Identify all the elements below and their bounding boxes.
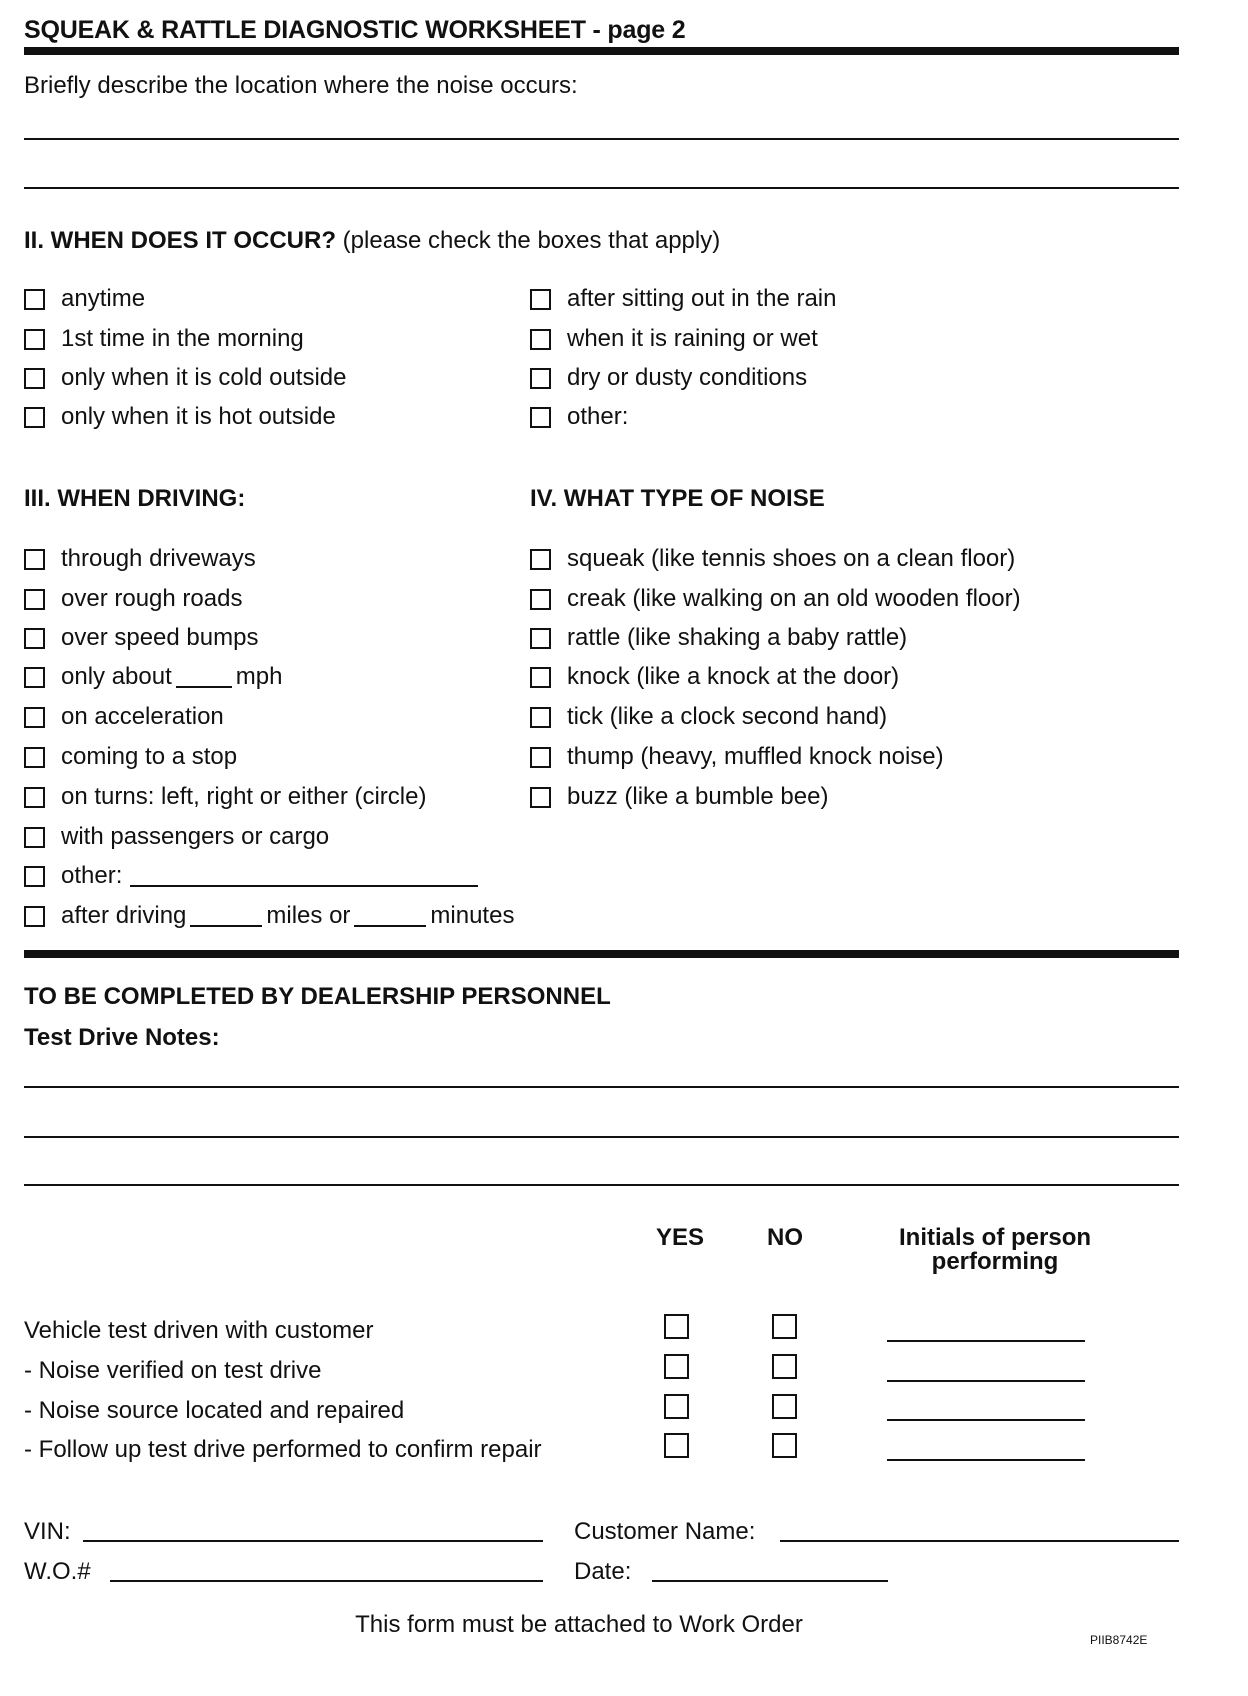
check-label: rattle (like shaking a baby rattle) xyxy=(567,624,908,651)
col-yes: YES xyxy=(655,1224,705,1251)
row-source-located: - Noise source located and repaired xyxy=(24,1397,405,1424)
title-rule xyxy=(24,47,1179,55)
check-knock[interactable] xyxy=(530,662,899,692)
check-label: knock (like a knock at the door) xyxy=(567,663,900,690)
check-buzz[interactable] xyxy=(530,782,828,812)
section4-heading: IV. WHAT TYPE OF NOISE xyxy=(530,485,825,512)
checkbox[interactable] xyxy=(530,368,551,389)
checkbox[interactable] xyxy=(24,667,45,688)
check-rattle[interactable] xyxy=(530,623,907,653)
check-dry-dusty[interactable] xyxy=(530,363,807,393)
check-passengers[interactable] xyxy=(24,822,329,852)
check-label: other: xyxy=(61,862,123,889)
check-label: squeak (like tennis shoes on a clean floor) xyxy=(567,545,1016,572)
dealer-rule xyxy=(24,950,1179,958)
date-label: Date: xyxy=(574,1558,632,1585)
initials-line-1[interactable] xyxy=(887,1340,1085,1342)
check-label: anytime xyxy=(61,285,146,312)
miles-blank[interactable] xyxy=(190,905,262,927)
check-after-driving[interactable] xyxy=(24,901,514,931)
checkbox[interactable] xyxy=(24,368,45,389)
page-title xyxy=(24,16,685,45)
checkbox[interactable] xyxy=(24,827,45,848)
col-no: NO xyxy=(767,1224,803,1251)
minutes-blank[interactable] xyxy=(354,905,426,927)
checkbox[interactable] xyxy=(24,628,45,649)
attach-note: This form must be attached to Work Order xyxy=(355,1611,803,1638)
wo-line[interactable] xyxy=(110,1580,543,1582)
after-prefix: after driving xyxy=(61,902,187,929)
check-label: dry or dusty conditions xyxy=(567,364,808,391)
check-driveways[interactable] xyxy=(24,544,256,574)
customer-name-line[interactable] xyxy=(780,1540,1179,1542)
row-noise-verified: - Noise verified on test drive xyxy=(24,1357,322,1384)
check-cold[interactable] xyxy=(24,363,347,393)
title-text: SQUEAK & RATTLE DIAGNOSTIC WORKSHEET xyxy=(24,16,586,44)
col-initials-line1: Initials of person xyxy=(898,1224,1092,1251)
checkbox[interactable] xyxy=(24,707,45,728)
check-label: 1st time in the morning xyxy=(61,325,304,352)
check-thump[interactable] xyxy=(530,742,944,772)
checkbox[interactable] xyxy=(530,787,551,808)
col-initials-line2: performing xyxy=(931,1248,1059,1275)
checkbox[interactable] xyxy=(530,589,551,610)
location-line-2[interactable] xyxy=(24,187,1179,189)
yes-checkbox-3[interactable] xyxy=(664,1394,689,1419)
check-label: only when it is hot outside xyxy=(61,403,336,430)
row-test-driven: Vehicle test driven with customer xyxy=(24,1317,374,1344)
location-line-1[interactable] xyxy=(24,138,1179,140)
checkbox[interactable] xyxy=(530,707,551,728)
customer-name-label: Customer Name: xyxy=(574,1518,756,1545)
yes-checkbox-1[interactable] xyxy=(664,1314,689,1339)
col-initials xyxy=(880,1226,1110,1274)
no-checkbox-4[interactable] xyxy=(772,1433,797,1458)
checkbox[interactable] xyxy=(530,549,551,570)
check-label: tick (like a clock second hand) xyxy=(567,703,888,730)
no-checkbox-2[interactable] xyxy=(772,1354,797,1379)
speed-blank[interactable] xyxy=(176,666,232,688)
checkbox[interactable] xyxy=(24,906,45,927)
page-number: - page 2 xyxy=(585,16,686,44)
checkbox[interactable] xyxy=(530,628,551,649)
vin-label: VIN: xyxy=(24,1518,71,1545)
after-mid: miles or xyxy=(266,902,351,929)
section2-title: II. WHEN DOES IT OCCUR? xyxy=(24,227,336,254)
after-suffix: minutes xyxy=(430,902,515,929)
location-prompt: Briefly describe the location where the noise occurs: xyxy=(24,72,578,99)
check-creak[interactable] xyxy=(530,584,1021,614)
checkbox[interactable] xyxy=(24,549,45,570)
check-label: only when it is cold outside xyxy=(61,364,347,391)
checkbox[interactable] xyxy=(24,787,45,808)
check-coming-to-stop[interactable] xyxy=(24,742,237,772)
checkbox[interactable] xyxy=(24,866,45,887)
checkbox[interactable] xyxy=(24,589,45,610)
check-label: other: xyxy=(567,403,629,430)
yes-checkbox-2[interactable] xyxy=(664,1354,689,1379)
wo-label: W.O.# xyxy=(24,1558,91,1585)
check-label: thump (heavy, muffled knock noise) xyxy=(567,743,944,770)
checkbox[interactable] xyxy=(530,667,551,688)
no-checkbox-3[interactable] xyxy=(772,1394,797,1419)
check-label: creak (like walking on an old wooden floor) xyxy=(567,585,1021,612)
notes-line-3[interactable] xyxy=(24,1184,1179,1186)
check-speed-bumps[interactable] xyxy=(24,623,258,653)
check-label: with passengers or cargo xyxy=(61,823,330,850)
section2-heading xyxy=(24,227,720,255)
check-rough-roads[interactable] xyxy=(24,584,242,614)
check-tick[interactable] xyxy=(530,702,887,732)
checkbox[interactable] xyxy=(24,289,45,310)
test-drive-notes-label: Test Drive Notes: xyxy=(24,1024,220,1051)
checkbox[interactable] xyxy=(530,289,551,310)
check-label: when it is raining or wet xyxy=(567,325,818,352)
checkbox[interactable] xyxy=(530,329,551,350)
check-anytime[interactable] xyxy=(24,284,145,314)
check-raining[interactable] xyxy=(530,324,818,354)
check-label: after sitting out in the rain xyxy=(567,285,837,312)
vin-line[interactable] xyxy=(83,1540,543,1542)
checkbox[interactable] xyxy=(24,407,45,428)
initials-line-2[interactable] xyxy=(887,1380,1085,1382)
notes-line-1[interactable] xyxy=(24,1086,1179,1088)
check-hot[interactable] xyxy=(24,402,336,432)
date-line[interactable] xyxy=(652,1580,888,1582)
yes-checkbox-4[interactable] xyxy=(664,1433,689,1458)
row-follow-up: - Follow up test drive performed to confirm repair xyxy=(24,1436,542,1463)
check-label: coming to a stop xyxy=(61,743,238,770)
check-label: buzz (like a bumble bee) xyxy=(567,783,829,810)
notes-line-2[interactable] xyxy=(24,1136,1179,1138)
check-label: over rough roads xyxy=(61,585,243,612)
check-on-turns[interactable] xyxy=(24,782,426,812)
check-other-driving[interactable] xyxy=(24,861,482,891)
other-driving-blank[interactable] xyxy=(130,865,478,887)
check-speed-mph[interactable] xyxy=(24,662,282,692)
checkbox[interactable] xyxy=(24,747,45,768)
checkbox[interactable] xyxy=(530,407,551,428)
check-label: on acceleration xyxy=(61,703,224,730)
speed-prefix: only about xyxy=(61,663,172,690)
check-label: over speed bumps xyxy=(61,624,259,651)
check-label: on turns: left, right or either (circle) xyxy=(61,783,427,810)
checkbox[interactable] xyxy=(530,747,551,768)
no-checkbox-1[interactable] xyxy=(772,1314,797,1339)
checkbox[interactable] xyxy=(24,329,45,350)
section3-heading: III. WHEN DRIVING: xyxy=(24,485,246,512)
doc-code: PIIB8742E xyxy=(1090,1633,1148,1647)
initials-line-3[interactable] xyxy=(887,1419,1085,1421)
initials-line-4[interactable] xyxy=(887,1459,1085,1461)
check-first-morning[interactable] xyxy=(24,324,304,354)
dealer-heading: TO BE COMPLETED BY DEALERSHIP PERSONNEL xyxy=(24,983,611,1010)
check-acceleration[interactable] xyxy=(24,702,224,732)
check-other-conditions[interactable] xyxy=(530,402,628,432)
check-label: through driveways xyxy=(61,545,256,572)
section2-note: (please check the boxes that apply) xyxy=(342,227,721,254)
check-squeak[interactable] xyxy=(530,544,1015,574)
speed-suffix: mph xyxy=(235,663,283,690)
check-after-rain[interactable] xyxy=(530,284,836,314)
